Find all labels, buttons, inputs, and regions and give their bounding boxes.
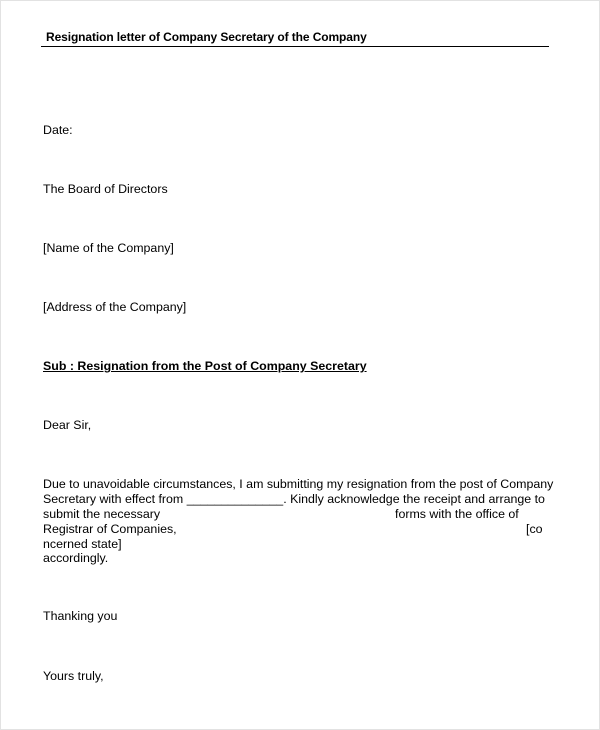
body-line-4-right: [co [526,522,543,536]
company-address-placeholder: [Address of the Company] [43,300,187,314]
body-line-4-left: Registrar of Companies, [43,522,177,536]
closing-line: Thanking you [43,609,118,623]
body-line-2 [43,492,545,507]
body-line-3-right: forms with the office of [395,507,519,521]
body-line-6: accordingly. [43,551,109,565]
company-name-placeholder: [Name of the Company] [43,241,174,255]
body-line-5: ncerned state] [43,537,122,551]
document-header-title: Resignation letter of Company Secretary of the Company [46,30,367,44]
date-label: Date: [43,123,73,137]
recipient-line: The Board of Directors [43,182,168,196]
body-line-3-left: submit the necessary [43,507,161,521]
body-line-1: Due to unavoidable circumstances, I am submitting my resignation from the post of Company [43,477,554,491]
effective-date-blank: ______________ [186,492,284,506]
signoff-line: Yours truly, [43,669,104,683]
body-line-2-end: . Kindly acknowledge the receipt and arrange to [283,492,545,506]
body-line-2-start: Secretary with effect from [43,492,184,506]
salutation: Dear Sir, [43,418,92,432]
header-rule [41,46,549,47]
subject-line: Sub : Resignation from the Post of Company Secretary [43,359,367,373]
